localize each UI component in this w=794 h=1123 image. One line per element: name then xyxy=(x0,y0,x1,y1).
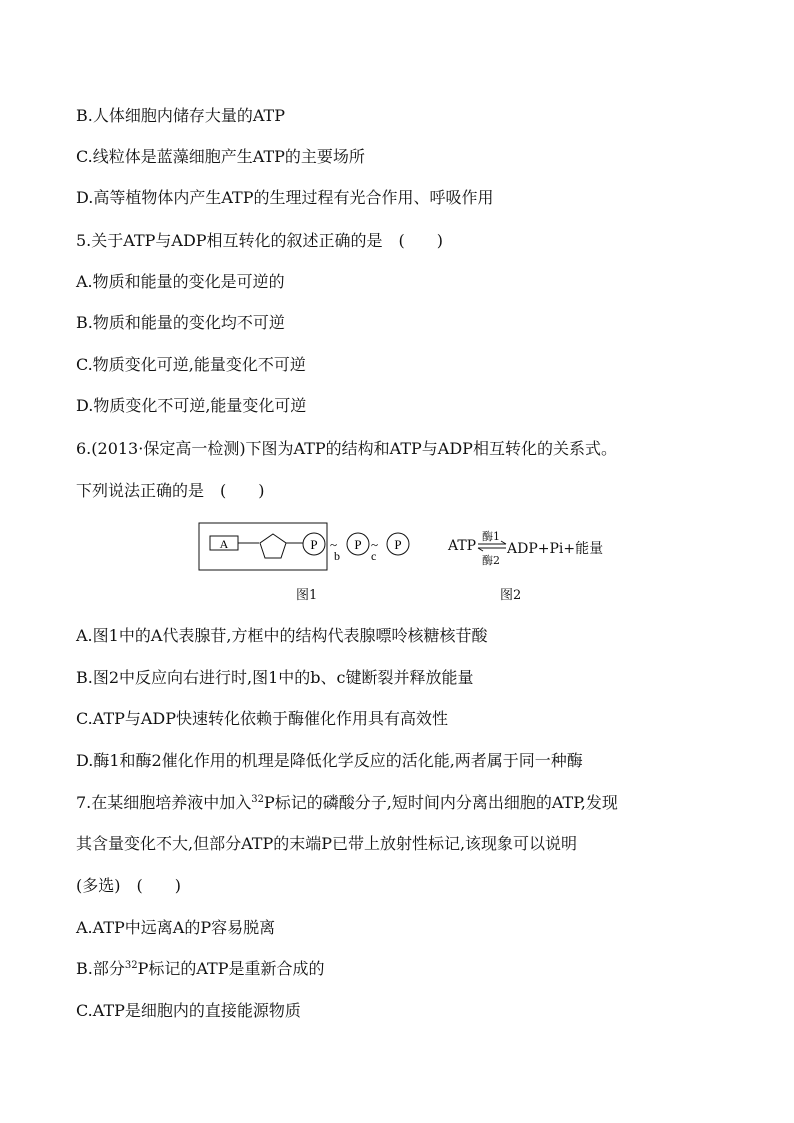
option-c-q7: C.ATP是细胞内的直接能源物质 xyxy=(76,1001,301,1020)
equation-atp: ATP xyxy=(448,538,477,554)
high-energy-bond-c: ~ xyxy=(371,537,379,552)
q7-isotope-mass: 32 xyxy=(251,794,265,805)
q7-text-b: P标记的磷酸分子,短时间内分离出细胞的ATP,发现 xyxy=(264,793,618,812)
q7b-text-b: P标记的ATP是重新合成的 xyxy=(137,959,325,978)
option-b-q7 xyxy=(76,959,324,979)
option-c-q6: C.ATP与ADP快速转化依赖于酶催化作用具有高效性 xyxy=(76,709,449,728)
option-b-q4: B.人体细胞内储存大量的ATP xyxy=(76,106,285,125)
question-6-line1: 6.(2013·保定高一检测)下图为ATP的结构和ATP与ADP相互转化的关系式。 xyxy=(76,439,617,458)
option-c-q4: C.线粒体是蓝藻细胞产生ATP的主要场所 xyxy=(76,147,365,166)
question-7-line3: (多选) ( ) xyxy=(76,876,181,895)
question-5: 5.关于ATP与ADP相互转化的叙述正确的是 ( ) xyxy=(76,231,444,250)
reversible-arrow-icon xyxy=(476,540,508,552)
figure-2-caption: 图2 xyxy=(500,588,522,603)
figure-1-caption: 图1 xyxy=(296,588,318,603)
option-b-q6: B.图2中反应向右进行时,图1中的b、c键断裂并释放能量 xyxy=(76,668,474,687)
option-d-q5: D.物质变化不可逆,能量变化可逆 xyxy=(76,396,307,415)
phosphate-1-label: P xyxy=(310,537,318,552)
enzyme-2-label: 酶2 xyxy=(482,554,500,567)
adenine-label: A xyxy=(219,537,229,551)
option-a-q7: A.ATP中远离A的P容易脱离 xyxy=(76,918,276,937)
bond-b-label: b xyxy=(334,549,340,563)
nucleotide-frame xyxy=(199,523,327,570)
option-a-q5: A.物质和能量的变化是可逆的 xyxy=(76,272,285,291)
q7-text-a: 7.在某细胞培养液中加入 xyxy=(76,793,252,812)
option-b-q5: B.物质和能量的变化均不可逆 xyxy=(76,313,285,332)
q7b-isotope-mass: 32 xyxy=(124,960,138,971)
option-c-q5: C.物质变化可逆,能量变化不可逆 xyxy=(76,355,306,374)
question-7-line1 xyxy=(76,793,618,813)
high-energy-bond-b: ~ xyxy=(330,537,338,552)
q7b-text-a: B.部分 xyxy=(76,959,125,978)
ribose-pentagon xyxy=(260,534,286,558)
bond-c-label: c xyxy=(371,549,377,563)
option-d-q6: D.酶1和酶2催化作用的机理是降低化学反应的活化能,两者属于同一种酶 xyxy=(76,751,583,770)
option-d-q4: D.高等植物体内产生ATP的生理过程有光合作用、呼吸作用 xyxy=(76,188,494,207)
phosphate-2-label: P xyxy=(354,537,362,552)
question-6-line2: 下列说法正确的是 ( ) xyxy=(76,481,265,500)
option-a-q6: A.图1中的A代表腺苷,方框中的结构代表腺嘌呤核糖核苷酸 xyxy=(76,626,488,645)
equation-products: ADP+Pi+能量 xyxy=(507,541,604,557)
enzyme-1-label: 酶1 xyxy=(482,530,500,543)
question-7-line2: 其含量变化不大,但部分ATP的末端P已带上放射性标记,该现象可以说明 xyxy=(76,834,578,853)
phosphate-3-label: P xyxy=(394,537,402,552)
atp-structure-diagram xyxy=(198,522,430,572)
